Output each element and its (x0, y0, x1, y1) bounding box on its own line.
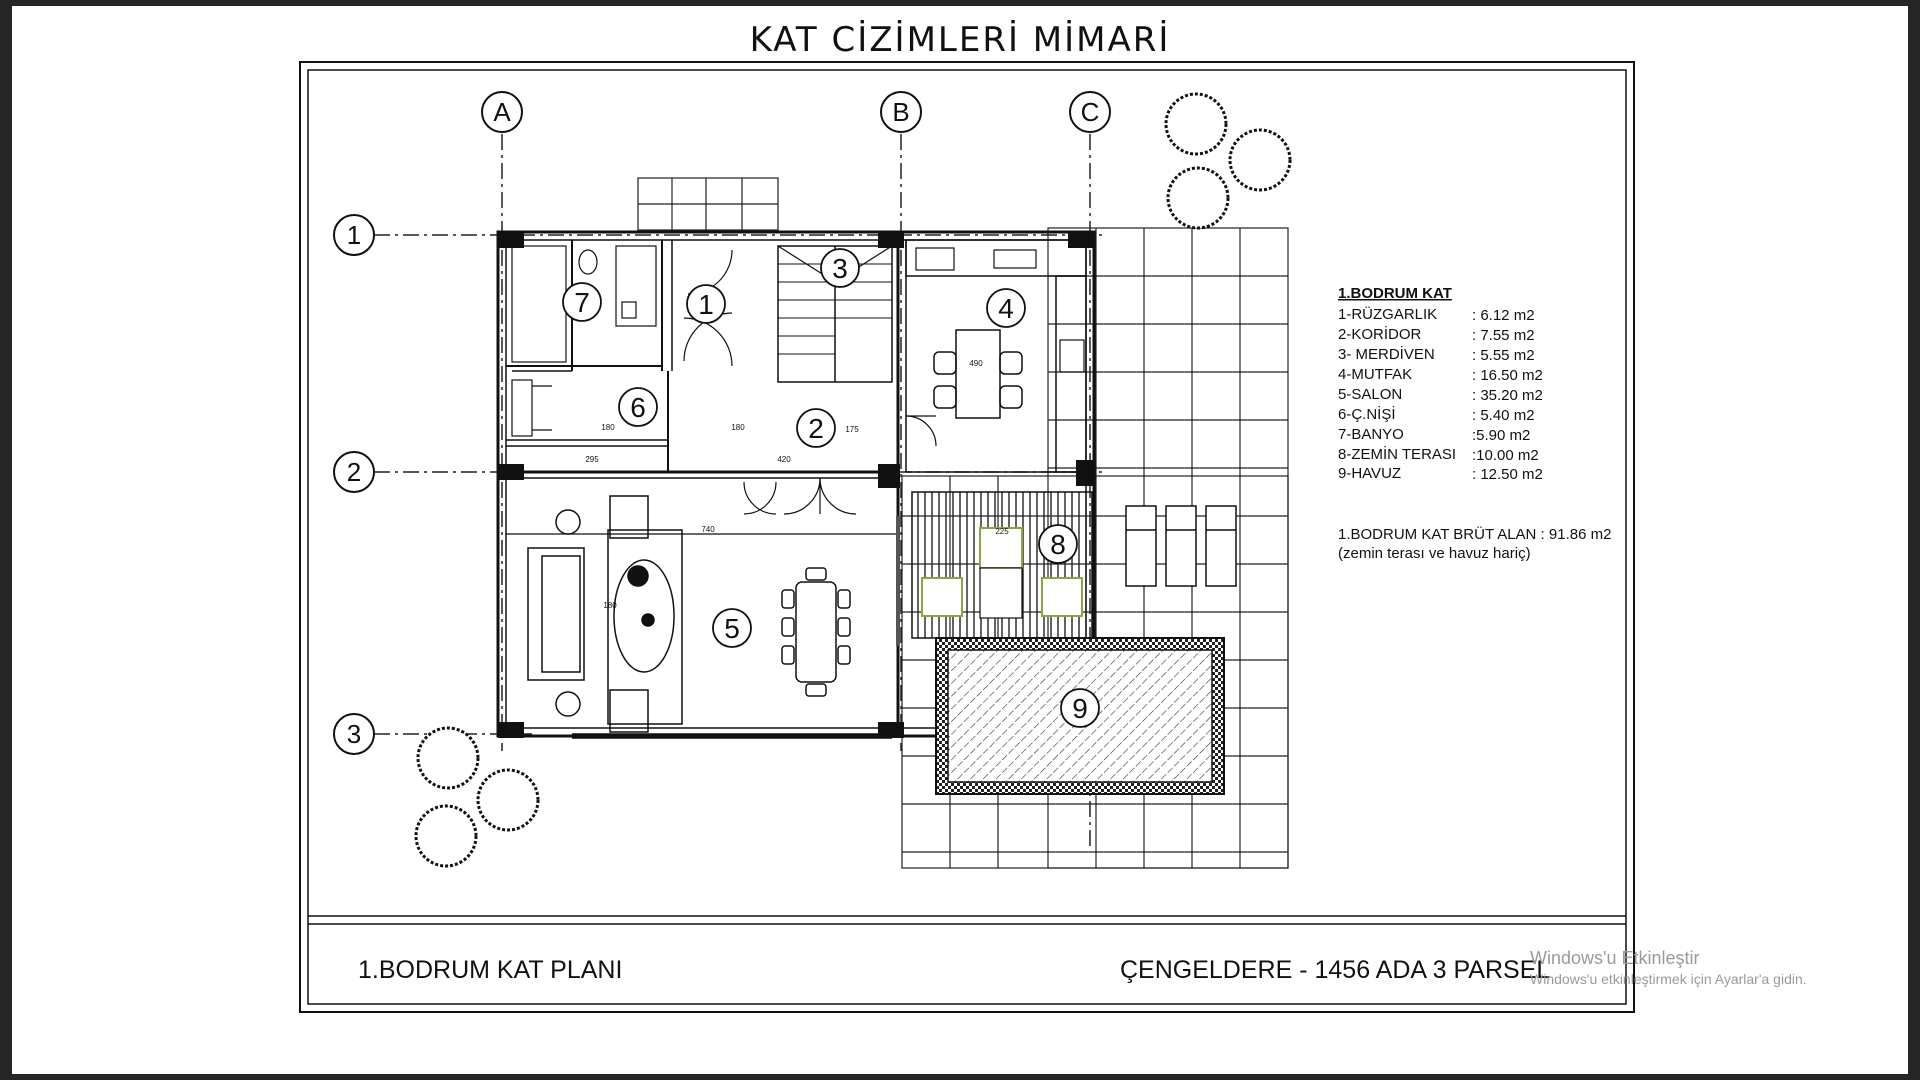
legend-row-area: :10.00 m2 (1472, 447, 1539, 464)
grid-label-a: A (493, 97, 511, 127)
grid-label-3: 3 (346, 719, 362, 749)
tree (416, 806, 476, 866)
legend-row-name: 1-RÜZGARLIK (1338, 306, 1438, 323)
legend-row-name: 8-ZEMİN TERASI (1338, 446, 1457, 463)
area-legend (1338, 285, 1611, 562)
legend-row-area: : 5.40 m2 (1472, 407, 1535, 424)
dimension-label: 180 (731, 423, 745, 432)
legend-row-area: : 12.50 m2 (1472, 466, 1543, 483)
gross-area: 1.BODRUM KAT BRÜT ALAN : 91.86 m2 (1338, 526, 1612, 543)
grid-label-b: B (892, 97, 910, 127)
legend-row-area: : 5.55 m2 (1472, 347, 1535, 364)
grid-label-1: 1 (346, 220, 362, 250)
legend-heading: 1.BODRUM KAT (1338, 285, 1452, 302)
gross-area-note: (zemin terası ve havuz hariç) (1338, 545, 1531, 562)
room-number-3: 3 (832, 253, 848, 284)
dimension-label: 180 (603, 601, 617, 610)
project-location: ÇENGELDERE - 1456 ADA 3 PARSEL (1120, 956, 1551, 984)
dimension-label: 740 (701, 525, 715, 534)
room-number-2: 2 (808, 413, 824, 444)
room-number-6: 6 (630, 392, 646, 423)
room-number-7: 7 (574, 287, 590, 318)
windows-activation-watermark (1530, 948, 1807, 987)
dimension-label: 175 (845, 425, 859, 434)
page-title: KAT CİZİMLERİ MİMARİ (749, 20, 1171, 60)
room-number-9: 9 (1072, 693, 1088, 724)
legend-row-name: 3- MERDİVEN (1338, 346, 1435, 363)
dimension-label: 180 (601, 423, 615, 432)
legend-row-area: :5.90 m2 (1472, 427, 1531, 444)
room-number-1: 1 (698, 289, 714, 320)
legend-row-name: 9-HAVUZ (1338, 465, 1402, 482)
dimension-label: 490 (969, 359, 983, 368)
watermark-subtitle: Windows'u etkinleştirmek için Ayarlar'a gidin. (1530, 971, 1807, 987)
tree (1166, 94, 1226, 154)
grid-label-c: C (1080, 97, 1100, 127)
grid-label-2: 2 (346, 457, 362, 487)
tree (1168, 168, 1228, 228)
legend-row-name: 4-MUTFAK (1338, 366, 1413, 383)
terrace-deck (912, 492, 1092, 638)
room-number-4: 4 (998, 293, 1014, 324)
title-block (358, 956, 1550, 984)
legend-row-area: : 16.50 m2 (1472, 367, 1543, 384)
room-number-8: 8 (1050, 529, 1066, 560)
legend-row-area: : 7.55 m2 (1472, 327, 1535, 344)
legend-row-name: 5-SALON (1338, 386, 1403, 403)
plan-name: 1.BODRUM KAT PLANI (358, 956, 623, 984)
watermark-title: Windows'u Etkinleştir (1530, 948, 1700, 968)
legend-row-name: 7-BANYO (1338, 426, 1404, 443)
living-room-furniture (528, 496, 850, 732)
room-number-5: 5 (724, 613, 740, 644)
legend-row-area: : 35.20 m2 (1472, 387, 1543, 404)
drawing-sheet (12, 6, 1908, 1074)
legend-row-area: : 6.12 m2 (1472, 307, 1535, 324)
dimension-label: 225 (995, 527, 1009, 536)
dimension-label: 420 (777, 455, 791, 464)
dimension-label: 295 (585, 455, 599, 464)
floor-plan (12, 6, 1908, 1074)
legend-row-name: 6-Ç.NİŞİ (1338, 406, 1396, 423)
kitchen-table (934, 330, 1022, 418)
legend-row-name: 2-KORİDOR (1338, 326, 1422, 343)
tree (478, 770, 538, 830)
sun-loungers (1126, 506, 1236, 586)
tree (418, 728, 478, 788)
tree (1230, 130, 1290, 190)
